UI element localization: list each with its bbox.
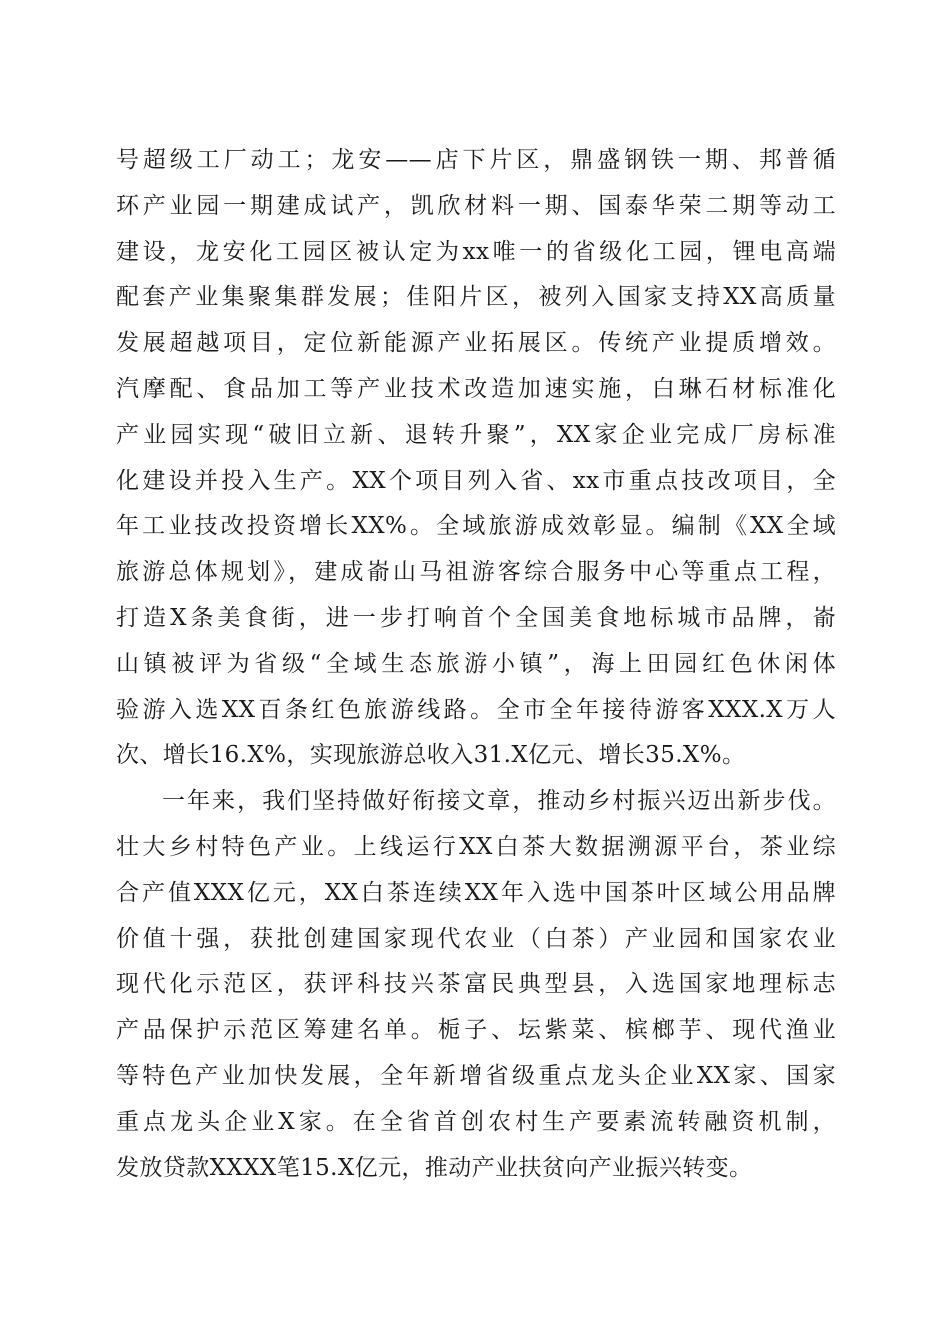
document-body [116, 138, 836, 1191]
paragraph-1 [116, 138, 836, 779]
text-line: 环产业园一期建成试产，凯欣材料一期、国泰华荣二期等动工 [116, 192, 836, 219]
text-line: 旅游总体规划》，建成嵛山马祖游客综合服务中心等重点工程， [116, 559, 836, 586]
text-line: 验游入选XX百条红色旅游线路。全市全年接待游客XXX.X万人 [116, 696, 836, 723]
text-line: 山镇被评为省级“全域生态旅游小镇”，海上田园红色休闲体 [116, 650, 836, 677]
text-line: 汽摩配、食品加工等产业技术改造加速实施，白琳石材标准化 [116, 375, 836, 402]
text-line: 合产值XXX亿元，XX白茶连续XX年入选中国茶叶区域公用品牌 [116, 879, 836, 906]
text-line: 打造X条美食街，进一步打响首个全国美食地标城市品牌，嵛 [116, 604, 836, 631]
text-line: 年工业技改投资增长XX%。全域旅游成效彰显。编制《XX全域 [116, 513, 836, 540]
text-line: 产业园实现“破旧立新、退转升聚”，XX家企业完成厂房标准 [116, 421, 836, 448]
text-line: 等特色产业加快发展，全年新增省级重点龙头企业XX家、国家 [116, 1062, 836, 1089]
text-line: 价值十强，获批创建国家现代农业（白茶）产业园和国家农业 [116, 925, 836, 952]
text-line: 配套产业集聚集群发展；佳阳片区，被列入国家支持XX高质量 [116, 284, 836, 311]
text-line: 一年来，我们坚持做好衔接文章，推动乡村振兴迈出新步伐。 [162, 788, 836, 815]
text-line: 重点龙头企业X家。在全省首创农村生产要素流转融资机制， [116, 1108, 836, 1135]
text-line: 现代化示范区，获评科技兴茶富民典型县，入选国家地理标志 [116, 971, 836, 998]
text-line: 壮大乡村特色产业。上线运行XX白茶大数据溯源平台，茶业综 [116, 833, 836, 860]
text-line: 化建设并投入生产。XX个项目列入省、xx市重点技改项目，全 [116, 467, 836, 494]
paragraph-2 [116, 779, 836, 1191]
text-line: 产品保护示范区筹建名单。栀子、坛紫菜、槟榔芋、现代渔业 [116, 1017, 836, 1044]
text-line: 发展超越项目，定位新能源产业拓展区。传统产业提质增效。 [116, 330, 836, 357]
text-line: 次、增长16.X%，实现旅游总收入31.X亿元、增长35.X%。 [116, 742, 746, 769]
text-line: 发放贷款XXXX笔15.X亿元，推动产业扶贫向产业振兴转变。 [116, 1154, 753, 1181]
text-line: 建设，龙安化工园区被认定为xx唯一的省级化工园，锂电高端 [116, 238, 836, 265]
text-line: 号超级工厂动工；龙安——店下片区，鼎盛钢铁一期、邦普循 [116, 147, 836, 173]
